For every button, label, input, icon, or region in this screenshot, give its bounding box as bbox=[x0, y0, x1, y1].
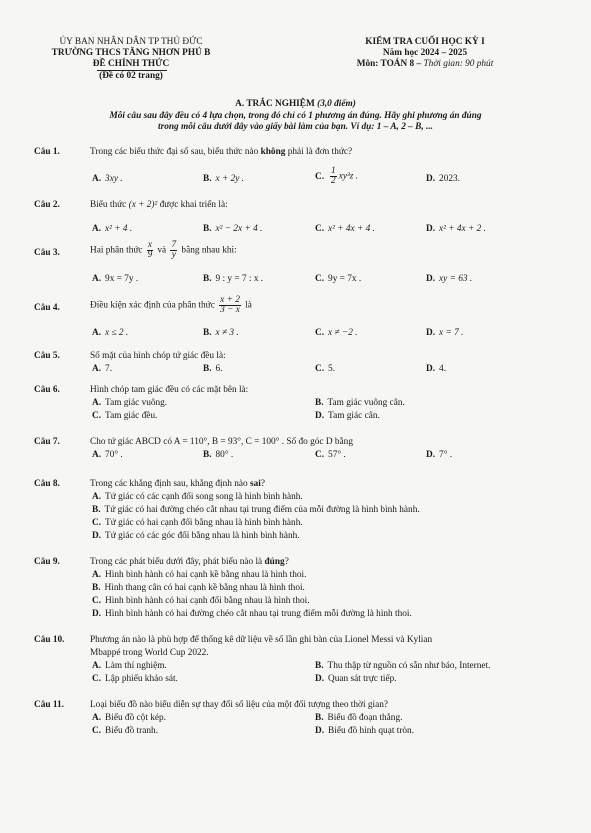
text-fragment: x + 2y . bbox=[215, 174, 245, 184]
option-d bbox=[315, 674, 397, 684]
option-d bbox=[92, 531, 300, 541]
text-fragment: 57° . bbox=[328, 450, 346, 460]
text-fragment: 3 − x bbox=[220, 305, 240, 315]
text-fragment: và bbox=[155, 245, 169, 256]
option-d bbox=[315, 726, 414, 736]
header-right-subject bbox=[300, 59, 550, 69]
text-fragment: x² + 4 . bbox=[105, 224, 133, 234]
question-number: Câu 8. bbox=[34, 479, 60, 489]
text-fragment: x ≠ −2 . bbox=[328, 328, 358, 338]
text-fragment: x ≠ 3 . bbox=[215, 328, 239, 338]
text-fragment: 7 bbox=[171, 240, 177, 250]
text-fragment: A. bbox=[92, 570, 102, 580]
text-fragment: C. bbox=[315, 224, 325, 234]
text-fragment: B. bbox=[92, 505, 101, 515]
option-c bbox=[92, 726, 158, 736]
question-text bbox=[90, 241, 237, 260]
text-fragment: Tứ giác có hai cạnh đối bằng nhau là hình bình hành. bbox=[105, 518, 303, 528]
text-fragment: 7° . bbox=[439, 450, 453, 460]
text-fragment: 2 bbox=[331, 176, 336, 186]
option-a bbox=[92, 224, 132, 234]
text-fragment: Hai phân thức bbox=[90, 245, 145, 256]
subject-label: Môn: TOÁN 8 – bbox=[356, 59, 422, 69]
text-fragment: B. bbox=[203, 274, 212, 284]
question-number: Câu 5. bbox=[34, 351, 60, 361]
option-d bbox=[426, 450, 452, 460]
text-fragment: Quan sát trực tiếp. bbox=[328, 674, 397, 684]
option-b bbox=[203, 328, 239, 338]
text-fragment: B. bbox=[203, 224, 212, 234]
text-fragment: C. bbox=[315, 274, 325, 284]
option-b bbox=[315, 661, 490, 671]
text-fragment: ? bbox=[284, 557, 289, 567]
text-fragment: B. bbox=[315, 661, 324, 671]
text-fragment: xy³z . bbox=[338, 171, 359, 182]
question-emphasis: không bbox=[260, 147, 286, 157]
text-fragment: Biểu đồ cột kép. bbox=[105, 713, 166, 723]
option-a bbox=[92, 713, 166, 723]
text-fragment: C. bbox=[92, 596, 102, 606]
section-title bbox=[0, 99, 591, 109]
header-right-line2: Năm học 2024 – 2025 bbox=[382, 48, 468, 58]
text-fragment: D. bbox=[426, 328, 436, 338]
time-label: Thời gian: 90 phút bbox=[423, 59, 494, 69]
text-fragment: D. bbox=[426, 224, 436, 234]
text-fragment: 9y = 7x . bbox=[328, 274, 362, 284]
text-fragment: Hình bình hành có hai cạnh đối bằng nhau là hình thoi. bbox=[105, 596, 310, 606]
text-fragment: 70° . bbox=[105, 450, 123, 460]
header-left-line2: TRƯỜNG THCS TĂNG NHƠN PHÚ B bbox=[51, 48, 211, 58]
option-d bbox=[315, 411, 380, 421]
question-number: Câu 1. bbox=[34, 147, 60, 157]
option-c bbox=[315, 274, 361, 284]
question-text: Loại biểu đồ nào biểu diễn sự thay đổi số liệu của một đối tượng theo thời gian? bbox=[90, 700, 388, 710]
option-c bbox=[315, 364, 335, 374]
text-fragment: C. bbox=[92, 411, 102, 421]
text-fragment: B. bbox=[203, 328, 212, 338]
option-b bbox=[203, 274, 263, 284]
question-text bbox=[90, 479, 265, 489]
text-fragment: Tứ giác có các cạnh đối song song là hình bình hành. bbox=[105, 492, 303, 502]
option-d bbox=[426, 328, 463, 338]
text-fragment: B. bbox=[203, 450, 212, 460]
header-left-line3: ĐỀ CHÍNH THỨC bbox=[92, 59, 170, 69]
text-fragment: (x + 2)² bbox=[128, 200, 158, 210]
text-fragment: D. bbox=[426, 174, 436, 184]
text-fragment: 5. bbox=[328, 364, 336, 374]
option-c bbox=[315, 224, 375, 234]
text-fragment: x ≤ 2 . bbox=[105, 328, 129, 338]
text-fragment: Thu thập từ nguồn có sẵn như báo, Internet. bbox=[327, 661, 491, 671]
text-fragment: C. bbox=[92, 674, 102, 684]
text-fragment: 2023. bbox=[439, 174, 460, 184]
text-fragment: D. bbox=[426, 364, 436, 374]
option-b bbox=[203, 224, 262, 234]
text-fragment: A. bbox=[92, 224, 102, 234]
text-fragment: D. bbox=[92, 609, 102, 619]
option-c bbox=[315, 450, 346, 460]
text-fragment: C. bbox=[92, 726, 102, 736]
text-fragment: D. bbox=[426, 274, 436, 284]
question-text bbox=[90, 557, 289, 567]
option-c bbox=[315, 328, 358, 338]
option-b bbox=[203, 450, 233, 460]
text-fragment: x² − 2x + 4 . bbox=[215, 224, 263, 234]
text-fragment: D. bbox=[426, 450, 436, 460]
text-fragment: B. bbox=[203, 364, 212, 374]
question-number: Câu 7. bbox=[34, 437, 60, 447]
option-d bbox=[426, 274, 472, 284]
text-fragment: A. bbox=[92, 661, 102, 671]
text-fragment: x² + 4x + 4 . bbox=[328, 224, 375, 234]
text-fragment: D. bbox=[315, 411, 325, 421]
text-fragment: A. bbox=[92, 274, 102, 284]
text-fragment: bằng nhau khi: bbox=[179, 245, 237, 256]
question-text bbox=[90, 147, 352, 157]
fraction bbox=[219, 296, 241, 315]
text-fragment: A. bbox=[92, 450, 102, 460]
option-b bbox=[203, 364, 223, 374]
text-fragment: A. bbox=[92, 492, 102, 502]
text-fragment: y bbox=[171, 250, 176, 260]
text-fragment: Biểu đồ hình quạt tròn. bbox=[328, 726, 415, 736]
question-text: Số mặt của hình chóp tứ giác đều là: bbox=[90, 351, 226, 361]
option-d bbox=[426, 174, 460, 184]
text-fragment: Hình thang cân có hai cạnh kề bằng nhau là hình thoi. bbox=[104, 583, 305, 593]
text-fragment: Điều kiện xác định của phân thức bbox=[90, 300, 218, 311]
text-fragment: C. bbox=[315, 364, 325, 374]
text-fragment: 9 bbox=[147, 250, 153, 260]
text-fragment: x² + 4x + 2 . bbox=[439, 224, 486, 234]
text-fragment: 7. bbox=[105, 364, 113, 374]
text-fragment: x bbox=[147, 240, 153, 250]
text-fragment: 9x = 7y . bbox=[105, 274, 139, 284]
question-number: Câu 11. bbox=[34, 700, 64, 710]
text-fragment: C. bbox=[92, 518, 102, 528]
text-fragment: C. bbox=[315, 171, 325, 182]
option-b bbox=[315, 398, 405, 408]
option-b bbox=[92, 505, 420, 515]
option-d bbox=[92, 609, 412, 619]
question-number: Câu 6. bbox=[34, 385, 60, 395]
text-fragment: Biểu thức bbox=[90, 200, 129, 210]
text-fragment: D. bbox=[315, 726, 325, 736]
fraction bbox=[147, 241, 153, 260]
question-text: Hình chóp tam giác đều có các mặt bên là: bbox=[90, 385, 249, 395]
header-left-line1: ỦY BAN NHÂN DÂN TP THỦ ĐỨC bbox=[59, 37, 203, 47]
option-a bbox=[92, 450, 123, 460]
text-fragment: B. bbox=[92, 583, 101, 593]
question-number: Câu 9. bbox=[34, 557, 60, 567]
option-b bbox=[203, 174, 244, 184]
question-number: Câu 3. bbox=[34, 248, 60, 258]
text-fragment: 1 bbox=[331, 166, 336, 176]
option-a bbox=[92, 492, 303, 502]
option-a bbox=[92, 174, 123, 184]
question-number: Câu 10. bbox=[34, 635, 65, 645]
header-right-line1: KIỂM TRA CUỐI HỌC KỲ I bbox=[365, 37, 485, 47]
text-fragment: là bbox=[242, 300, 252, 311]
option-c bbox=[92, 411, 157, 421]
question-text bbox=[90, 200, 228, 210]
option-c bbox=[92, 674, 178, 684]
instruction-line2: trong mỗi câu dưới đây vào giấy bài làm của bạn. Ví dụ: 1 – A, 2 – B, ... bbox=[158, 122, 433, 132]
option-c bbox=[92, 596, 310, 606]
text-fragment: Hình bình hành có hai đường chéo cắt nhau tại trung điểm mỗi đường là hình thoi. bbox=[105, 609, 412, 619]
text-fragment: Biểu đồ tranh. bbox=[105, 726, 158, 736]
text-fragment: 6. bbox=[215, 364, 223, 374]
text-fragment: 80° . bbox=[215, 450, 234, 460]
option-a bbox=[92, 570, 306, 580]
section-points: (3,0 điểm) bbox=[317, 99, 356, 109]
section-title-text: A. TRẮC NGHIỆM bbox=[235, 99, 315, 109]
text-fragment: x + 2 bbox=[220, 295, 240, 305]
text-fragment: Hình bình hành có hai cạnh kề bằng nhau là hình thoi. bbox=[105, 570, 307, 580]
option-a bbox=[92, 661, 167, 671]
text-fragment: B. bbox=[315, 398, 324, 408]
text-fragment: Tứ giác có hai đường chéo cắt nhau tại trung điểm của mỗi đường là hình bình hành. bbox=[104, 505, 420, 515]
option-a bbox=[92, 328, 128, 338]
text-fragment: C. bbox=[315, 450, 325, 460]
option-b bbox=[92, 583, 305, 593]
text-fragment: Tứ giác có các góc đối bằng nhau là hình bình hành. bbox=[105, 531, 300, 541]
text-fragment: A. bbox=[92, 328, 102, 338]
text-fragment: Biểu đồ đoạn thẳng. bbox=[327, 713, 403, 723]
option-c bbox=[92, 518, 303, 528]
text-fragment: D. bbox=[315, 674, 325, 684]
text-fragment: 4. bbox=[439, 364, 447, 374]
text-fragment: x = 7 . bbox=[439, 328, 464, 338]
text-fragment: B. bbox=[203, 174, 212, 184]
question-number: Câu 2. bbox=[34, 200, 60, 210]
text-fragment: đúng bbox=[264, 557, 285, 567]
text-fragment: Lập phiếu khảo sát. bbox=[105, 674, 178, 684]
text-fragment: Trong các khẳng định sau, khẳng định nào bbox=[90, 479, 251, 489]
text-fragment: B. bbox=[315, 713, 324, 723]
text-fragment: sai bbox=[250, 479, 261, 489]
option-d bbox=[426, 224, 486, 234]
option-b bbox=[315, 713, 402, 723]
text-fragment: D. bbox=[92, 531, 102, 541]
text-fragment: A. bbox=[92, 364, 102, 374]
option-a bbox=[92, 398, 167, 408]
text-fragment: 9 : y = 7 : x . bbox=[215, 274, 264, 284]
question-text-part: phải là đơn thức? bbox=[285, 147, 353, 157]
text-fragment: xy = 63 . bbox=[439, 274, 473, 284]
question-text: Cho tứ giác ABCD có A = 110°, B = 93°, C = 100° . Số đo góc D bằng bbox=[90, 437, 353, 447]
text-fragment: A. bbox=[92, 174, 102, 184]
text-fragment: Tam giác vuông. bbox=[105, 398, 168, 408]
text-fragment: Tam giác vuông cân. bbox=[327, 398, 405, 408]
question-number: Câu 4. bbox=[34, 303, 60, 313]
text-fragment: được khai triển là: bbox=[157, 200, 228, 210]
option-c bbox=[315, 167, 358, 186]
fraction bbox=[330, 167, 337, 186]
text-fragment: Làm thí nghiệm. bbox=[105, 661, 167, 671]
question-text-line2: Mbappé trong World Cup 2022. bbox=[90, 648, 209, 658]
text-fragment: 3xy . bbox=[105, 174, 123, 184]
option-d bbox=[426, 364, 446, 374]
text-fragment: A. bbox=[92, 713, 102, 723]
fraction bbox=[170, 241, 177, 260]
question-text bbox=[90, 296, 252, 315]
header-left-line4: (Đề có 02 trang) bbox=[99, 71, 163, 81]
option-a bbox=[92, 274, 138, 284]
text-fragment: Tam giác cân. bbox=[328, 411, 380, 421]
text-fragment: Tam giác đều. bbox=[105, 411, 158, 421]
option-a bbox=[92, 364, 112, 374]
text-fragment: Trong các phát biểu dưới đây, phát biểu nào là bbox=[90, 557, 265, 567]
text-fragment: C. bbox=[315, 328, 325, 338]
question-text-line1: Phương án nào là phù hợp để thống kê dữ liệu về số lần ghi bàn của Lionel Messi và Kylian bbox=[90, 635, 433, 645]
text-fragment: ? bbox=[260, 479, 266, 489]
question-text-part: Trong các biểu thức đại số sau, biểu thức nào bbox=[90, 147, 261, 157]
text-fragment: A. bbox=[92, 398, 102, 408]
instruction-line1: Mỗi câu sau đây đều có 4 lựa chọn, trong đó chỉ có 1 phương án đúng. Hãy ghi phương án đúng bbox=[109, 111, 482, 121]
